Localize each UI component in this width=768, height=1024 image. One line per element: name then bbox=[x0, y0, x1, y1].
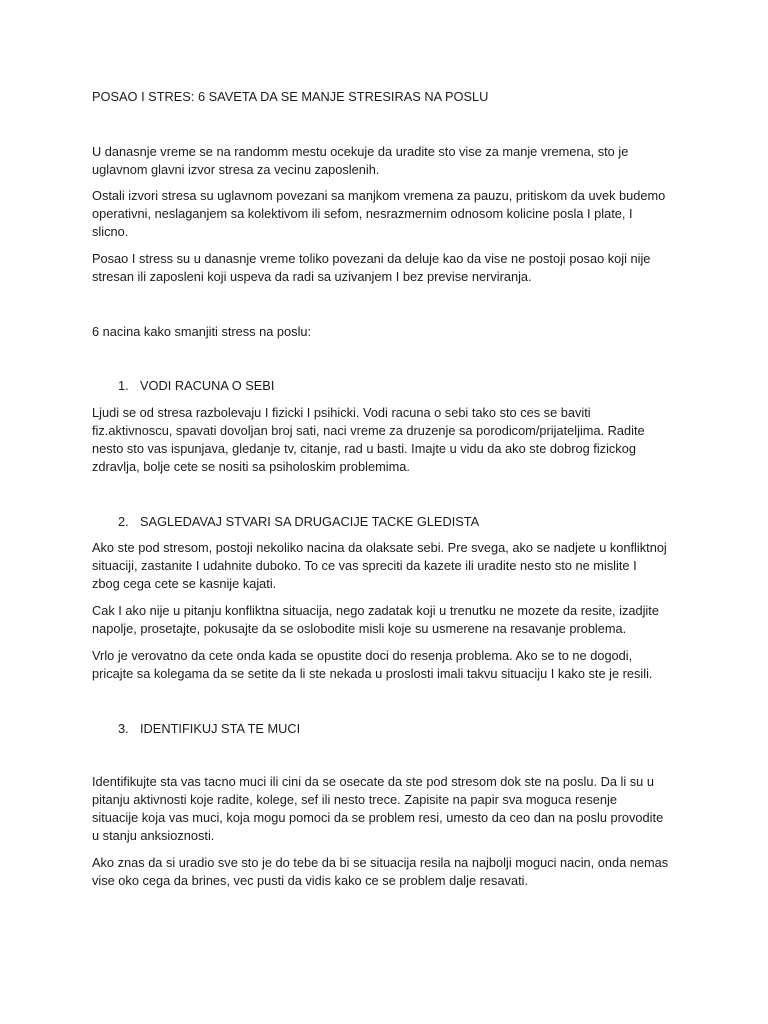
text-line: Vrlo je verovatno da cete onda kada se opustite doci do resenja problema. Ako se to ne dogodi, bbox=[92, 648, 633, 663]
section-heading: IDENTIFIKUJ STA TE MUCI bbox=[140, 721, 301, 736]
text-line: slicno. bbox=[92, 224, 129, 239]
text-line: nesto sto vas ispunjava, gledanje tv, citanje, rad u basti. Imajte u vidu da ako ste dobrog fizickog bbox=[92, 441, 636, 456]
text-line: uglavnom glavni izvor stresa za vecinu zaposlenih. bbox=[92, 162, 380, 177]
text-line: Posao I stress su u danasnje vreme toliko povezani da deluje kao da vise ne postoji posao koji nije bbox=[92, 251, 651, 266]
text-line: Ako ste pod stresom, postoji nekoliko nacina da olaksate sebi. Pre svega, ako se nadjete u konfliktnoj bbox=[92, 540, 667, 555]
text-line: Cak I ako nije u pitanju konfliktna situacija, nego zadatak koji u trenutku ne mozete da resite, izadjite bbox=[92, 603, 659, 618]
document-title: POSAO I STRES: 6 SAVETA DA SE MANJE STRESIRAS NA POSLU bbox=[92, 89, 489, 104]
text-line: Identifikujte sta vas tacno muci ili cini da se osecate da ste pod stresom dok ste na poslu. Da li su u bbox=[92, 774, 654, 789]
text-line: Ostali izvori stresa su uglavnom povezani sa manjkom vremena za pauzu, pritiskom da uvek budemo bbox=[92, 188, 666, 203]
text-line: Ljudi se od stresa razbolevaju I fizicki I psihicki. Vodi racuna o sebi tako sto ces se baviti bbox=[92, 405, 591, 420]
text-line: zdravlja, bolje cete se nositi sa psiholoskim problemima. bbox=[92, 459, 410, 474]
text-line: stresan ili zaposleni koji uspeva da radi sa uzivanjem I bez previse nerviranja. bbox=[92, 269, 532, 284]
text-line: zbog cega cete se kasnije kajati. bbox=[92, 576, 277, 591]
text-line: fiz.aktivnoscu, spavati dovoljan broj sati, naci vreme za druzenje sa porodicom/prijateljima. Radite bbox=[92, 423, 645, 438]
list-intro: 6 nacina kako smanjiti stress na poslu: bbox=[92, 324, 312, 339]
text-line: vise oko cega da brines, vec pusti da vidis kako ce se problem dalje resavati. bbox=[92, 873, 529, 888]
text-line: U danasnje vreme se na randomm mestu ocekuje da uradite sto vise za manje vremena, sto je bbox=[92, 144, 629, 159]
text-line: pricajte sa kolegama da se setite da li ste nekada u proslosti imali takvu situaciju I kako ste je resili. bbox=[92, 666, 653, 681]
text-line: u stanju anksioznosti. bbox=[92, 828, 215, 843]
text-line: Ako znas da si uradio sve sto je do tebe da bi se situacija resila na najbolji moguci nacin, onda nemas bbox=[92, 855, 669, 870]
section-number: 3. bbox=[118, 721, 129, 736]
section-heading: VODI RACUNA O SEBI bbox=[140, 378, 275, 393]
text-line: situaciji, zastanite I udahnite duboko. To ce vas spreciti da kazete ili uradite nesto sto ne mislite I bbox=[92, 558, 637, 573]
text-line: situacije koja vas muci, koja mogu pomoci da se problem resi, umesto da ceo dan na poslu provodite bbox=[92, 810, 664, 825]
text-line: operativni, neslaganjem sa kolektivom ili sefom, nesrazmernim odnosom kolicine posla I plate, I bbox=[92, 206, 633, 221]
section-heading: SAGLEDAVAJ STVARI SA DRUGACIJE TACKE GLEDISTA bbox=[140, 514, 480, 529]
section-number: 1. bbox=[118, 378, 129, 393]
text-line: pitanju aktivnosti koje radite, kolege, sef ili nesto trece. Zapisite na papir sva moguca resenje bbox=[92, 792, 617, 807]
section-number: 2. bbox=[118, 514, 129, 529]
text-line: napolje, prosetajte, pokusajte da se oslobodite misli koje su usmerene na resavanje problema. bbox=[92, 621, 627, 636]
